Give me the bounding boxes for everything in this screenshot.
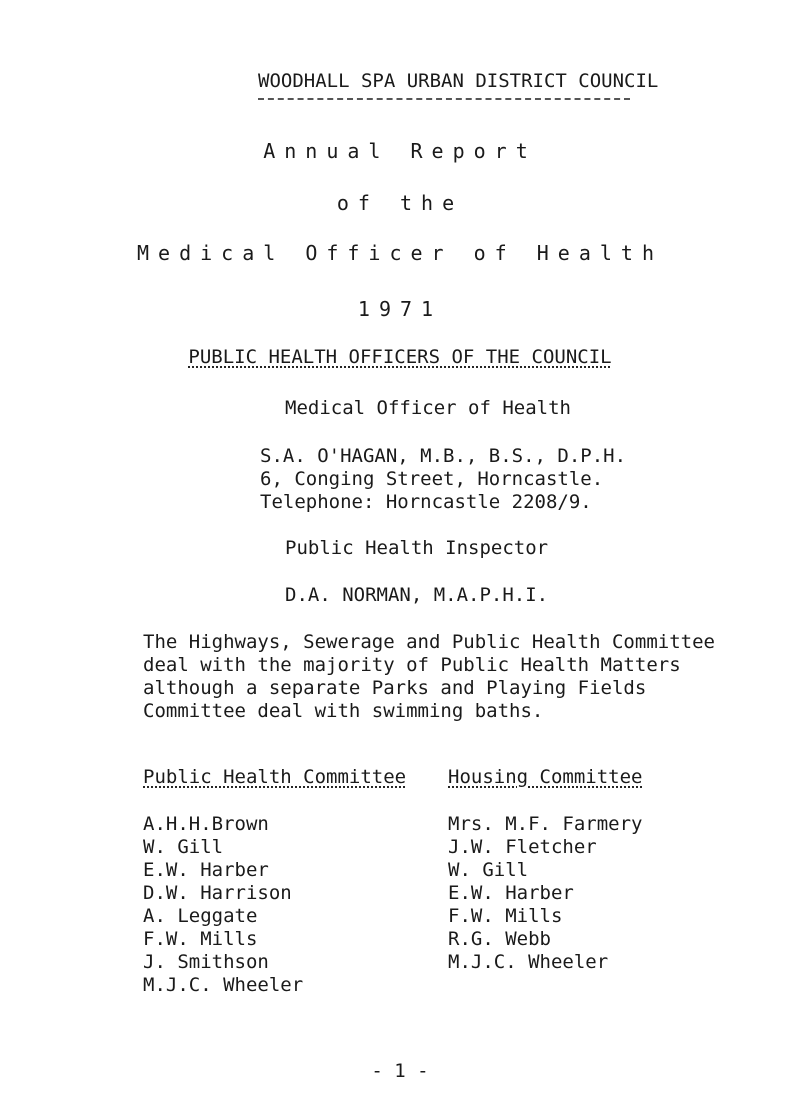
intro-line-3: although a separate Parks and Playing Fields [143,677,647,699]
list-item: E.W. Harber [143,859,269,881]
list-item: F.W. Mills [448,905,563,927]
list-item: J.W. Fletcher [448,836,597,858]
list-item: W. Gill [143,836,224,858]
list-item: F.W. Mills [143,928,258,950]
housing-committee-heading: Housing Committee [448,766,643,788]
list-item: A. Leggate [143,905,258,927]
list-item: R.G. Webb [448,928,551,950]
list-item: Mrs. M.F. Farmery [448,813,643,835]
list-item: A.H.H.Brown [143,813,269,835]
list-item: W. Gill [448,859,529,881]
report-year: 1971 [357,297,443,321]
list-item: J. Smithson [143,951,269,973]
intro-line-1: The Highways, Sewerage and Public Health Committee [143,631,715,653]
moh-title: Medical Officer of Health [285,397,571,419]
council-name: WOODHALL SPA URBAN DISTRICT COUNCIL [258,70,659,92]
report-subtitle: of the [336,191,464,215]
intro-line-4: Committee deal with swimming baths. [143,700,544,722]
list-item: D.W. Harrison [143,882,292,904]
list-item: E.W. Harber [448,882,574,904]
report-title: Annual Report [263,139,537,163]
phi-name: D.A. NORMAN, M.A.P.H.I. [285,584,549,606]
public-health-committee-heading: Public Health Committee [143,766,407,788]
list-item: M.J.C. Wheeler [448,951,609,973]
officers-heading: PUBLIC HEALTH OFFICERS OF THE COUNCIL [188,346,612,368]
phi-title: Public Health Inspector [285,537,549,559]
list-item: M.J.C. Wheeler [143,974,304,996]
header-divider [258,98,630,100]
intro-line-2: deal with the majority of Public Health Matters [143,654,681,676]
moh-address: 6, Conging Street, Horncastle. [260,468,604,490]
moh-phone: Telephone: Horncastle 2208/9. [260,491,592,513]
moh-name: S.A. O'HAGAN, M.B., B.S., D.P.H. [260,445,627,467]
page-number: - 1 - [371,1060,429,1082]
report-officer-title: Medical Officer of Health [136,241,664,265]
